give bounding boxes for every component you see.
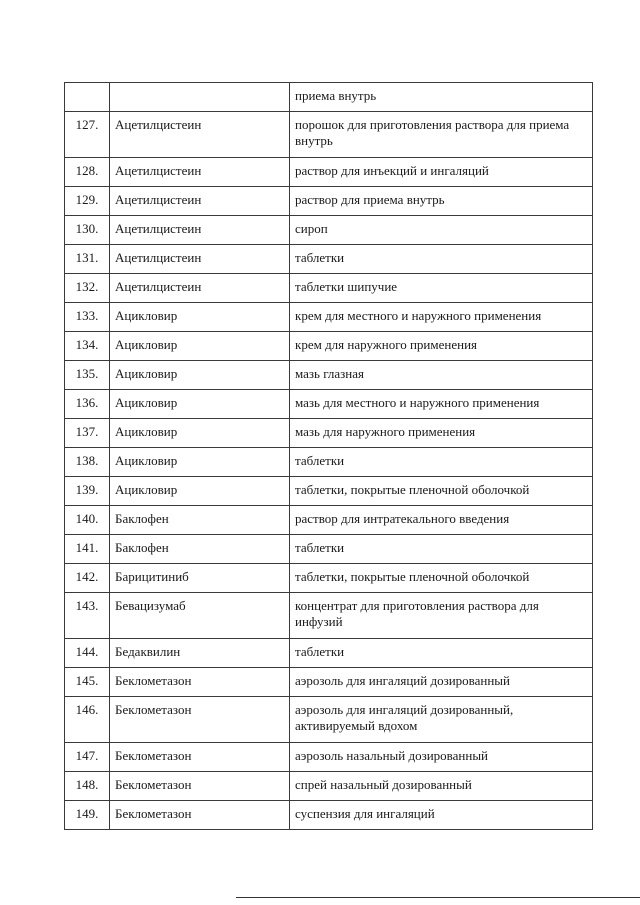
drug-name: Ацикловир [110, 390, 290, 419]
row-number: 141. [65, 535, 110, 564]
drug-name: Ацетилцистеин [110, 112, 290, 158]
drug-name: Беклометазон [110, 697, 290, 743]
dosage-form: аэрозоль для ингаляций дозированный [290, 668, 593, 697]
table-body [65, 83, 593, 830]
table-row [65, 477, 593, 506]
drug-name: Ацикловир [110, 332, 290, 361]
row-number: 145. [65, 668, 110, 697]
drug-name: Беклометазон [110, 801, 290, 830]
row-number: 130. [65, 216, 110, 245]
footer-rule [236, 897, 640, 898]
dosage-form: мазь для местного и наружного применения [290, 390, 593, 419]
table-row [65, 332, 593, 361]
dosage-form: аэрозоль назальный дозированный [290, 743, 593, 772]
row-number: 134. [65, 332, 110, 361]
dosage-form: раствор для приема внутрь [290, 187, 593, 216]
table-row [65, 303, 593, 332]
dosage-form: сироп [290, 216, 593, 245]
row-number: 147. [65, 743, 110, 772]
table-row [65, 564, 593, 593]
table-row [65, 245, 593, 274]
row-number: 146. [65, 697, 110, 743]
dosage-form: таблетки шипучие [290, 274, 593, 303]
drug-name: Ацетилцистеин [110, 187, 290, 216]
row-number: 132. [65, 274, 110, 303]
drug-name: Ацикловир [110, 477, 290, 506]
table-row [65, 639, 593, 668]
row-number: 135. [65, 361, 110, 390]
table-row [65, 743, 593, 772]
row-number [65, 83, 110, 112]
drug-name: Ацикловир [110, 361, 290, 390]
drug-name: Бевацизумаб [110, 593, 290, 639]
row-number: 143. [65, 593, 110, 639]
row-number: 127. [65, 112, 110, 158]
dosage-form: приема внутрь [290, 83, 593, 112]
dosage-form: таблетки [290, 245, 593, 274]
dosage-form: мазь для наружного применения [290, 419, 593, 448]
row-number: 148. [65, 772, 110, 801]
dosage-form: суспензия для ингаляций [290, 801, 593, 830]
table-row [65, 801, 593, 830]
row-number: 128. [65, 158, 110, 187]
table-row [65, 419, 593, 448]
drug-name: Барицитиниб [110, 564, 290, 593]
drug-name: Ацикловир [110, 419, 290, 448]
row-number: 142. [65, 564, 110, 593]
dosage-form: раствор для инъекций и ингаляций [290, 158, 593, 187]
table-row [65, 187, 593, 216]
drug-name: Беклометазон [110, 668, 290, 697]
dosage-form: спрей назальный дозированный [290, 772, 593, 801]
drug-name: Ацетилцистеин [110, 245, 290, 274]
table-row [65, 697, 593, 743]
row-number: 137. [65, 419, 110, 448]
row-number: 149. [65, 801, 110, 830]
dosage-form: аэрозоль для ингаляций дозированный, активируемый вдохом [290, 697, 593, 743]
dosage-form: таблетки, покрытые пленочной оболочкой [290, 564, 593, 593]
row-number: 136. [65, 390, 110, 419]
table-row [65, 535, 593, 564]
drug-name: Ацикловир [110, 448, 290, 477]
drug-name: Ацетилцистеин [110, 216, 290, 245]
table-row [65, 158, 593, 187]
row-number: 131. [65, 245, 110, 274]
drug-name: Ацетилцистеин [110, 274, 290, 303]
table-row [65, 216, 593, 245]
drug-name: Беклометазон [110, 772, 290, 801]
dosage-form: концентрат для приготовления раствора для инфузий [290, 593, 593, 639]
dosage-form: таблетки [290, 448, 593, 477]
table-row [65, 506, 593, 535]
drug-list-table [64, 82, 593, 830]
row-number: 129. [65, 187, 110, 216]
row-number: 140. [65, 506, 110, 535]
dosage-form: таблетки, покрытые пленочной оболочкой [290, 477, 593, 506]
drug-name: Баклофен [110, 506, 290, 535]
table-row [65, 361, 593, 390]
drug-name [110, 83, 290, 112]
drug-name: Беклометазон [110, 743, 290, 772]
row-number: 139. [65, 477, 110, 506]
row-number: 144. [65, 639, 110, 668]
dosage-form: порошок для приготовления раствора для приема внутрь [290, 112, 593, 158]
table-row [65, 448, 593, 477]
dosage-form: таблетки [290, 535, 593, 564]
dosage-form: крем для местного и наружного применения [290, 303, 593, 332]
drug-name: Ацетилцистеин [110, 158, 290, 187]
dosage-form: раствор для интратекального введения [290, 506, 593, 535]
dosage-form: таблетки [290, 639, 593, 668]
table-row [65, 668, 593, 697]
table-row [65, 593, 593, 639]
row-number: 138. [65, 448, 110, 477]
dosage-form: крем для наружного применения [290, 332, 593, 361]
drug-name: Баклофен [110, 535, 290, 564]
row-number: 133. [65, 303, 110, 332]
table-row [65, 112, 593, 158]
dosage-form: мазь глазная [290, 361, 593, 390]
table-row-continued [65, 83, 593, 112]
table-row [65, 772, 593, 801]
drug-name: Ацикловир [110, 303, 290, 332]
table-row [65, 390, 593, 419]
drug-name: Бедаквилин [110, 639, 290, 668]
table-row [65, 274, 593, 303]
